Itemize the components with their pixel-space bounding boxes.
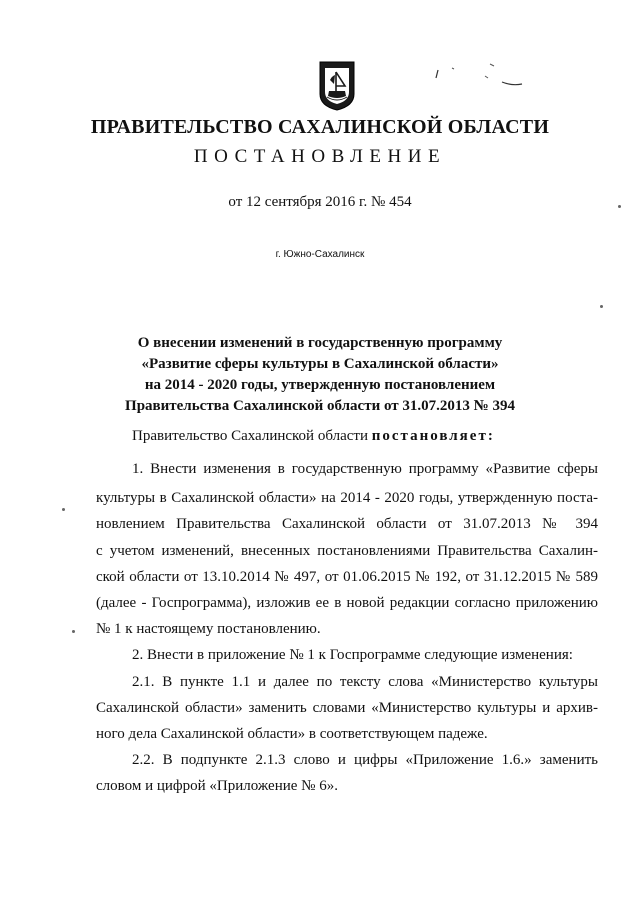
intro-verb: постановляет: xyxy=(371,428,495,444)
paragraph-2: 2. Внести в приложение № 1 к Госпрограмме следующие изменения: xyxy=(132,647,573,663)
document-type: ПОСТАНОВЛЕНИЕ xyxy=(193,146,447,167)
margin-dot xyxy=(72,630,75,633)
government-title: ПРАВИТЕЛЬСТВО САХАЛИНСКОЙ ОБЛАСТИ xyxy=(90,116,550,138)
paragraph-1-line: № 1 к настоящему постановлению. xyxy=(96,621,321,637)
paragraph-1-line: ской области от 13.10.2014 № 497, от 01.06.2015 № 192, от 31.12.2015 № 589 xyxy=(96,569,598,585)
intro-paragraph xyxy=(132,428,495,445)
paragraph-2-2-line: словом и цифрой «Приложение № 6». xyxy=(96,778,338,794)
paragraph-2-1-line: Сахалинской области» заменить словами «Министерство культуры и архив- xyxy=(96,700,598,716)
margin-dot xyxy=(62,508,65,511)
paragraph-1-line: (далее - Госпрограмма), изложив ее в новой редакции согласно приложению xyxy=(96,595,598,611)
date-number-line: от 12 сентября 2016 г. № 454 xyxy=(228,194,412,210)
margin-dot xyxy=(600,305,603,308)
coat-of-arms-icon xyxy=(318,60,356,112)
pen-marks xyxy=(430,60,530,100)
subject-line: О внесении изменений в государственную программу xyxy=(137,335,503,351)
subject-line: Правительства Сахалинской области от 31.07.2013 № 394 xyxy=(125,398,515,414)
city-line: г. Южно-Сахалинск xyxy=(275,249,365,260)
paragraph-1-line: культуры в Сахалинской области» на 2014 - 2020 годы, утвержденную поста- xyxy=(96,490,598,506)
document-subject xyxy=(60,333,580,417)
paragraph-1-line: с учетом изменений, внесенных постановлениями Правительства Сахалин- xyxy=(96,543,598,559)
paragraph-2-1-line: 2.1. В пункте 1.1 и далее по тексту слова «Министерство культуры xyxy=(132,674,598,690)
intro-text: Правительство Сахалинской области xyxy=(132,428,368,444)
paragraph-1-line: 1. Внести изменения в государственную программу «Развитие сферы xyxy=(132,461,598,477)
paragraph-2-1-line: ного дела Сахалинской области» в соответствующем падеже. xyxy=(96,726,488,742)
subject-line: «Развитие сферы культуры в Сахалинской области» xyxy=(141,356,499,372)
paragraph-2-2-line: 2.2. В подпункте 2.1.3 слово и цифры «Приложение 1.6.» заменить xyxy=(132,752,598,768)
paragraph-1-line: новлением Правительства Сахалинской области от 31.07.2013 № 394 xyxy=(96,516,598,532)
subject-line: на 2014 - 2020 годы, утвержденную постановлением xyxy=(144,377,496,393)
